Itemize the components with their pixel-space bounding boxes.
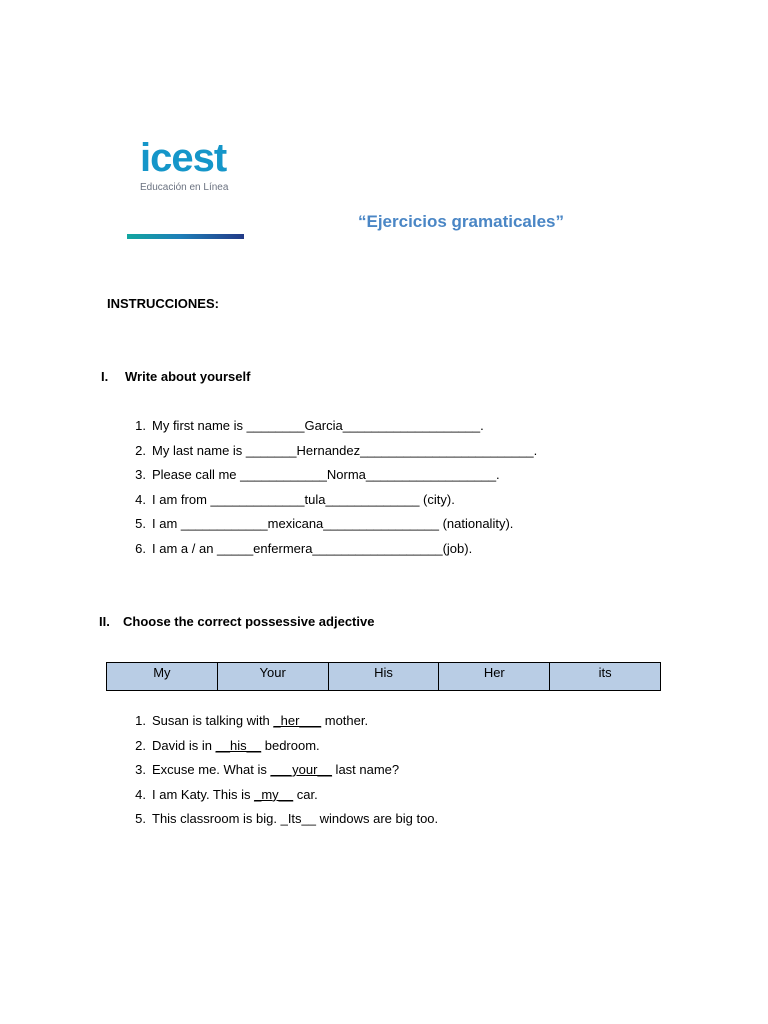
section-1-title: Write about yourself <box>125 369 251 384</box>
item-number: 1. <box>135 418 146 433</box>
item-text: I am a / an _____enfermera__________________(job). <box>152 540 473 556</box>
section-1-heading <box>101 369 250 384</box>
logo-wordmark: icest <box>140 136 227 180</box>
list-item <box>123 443 537 468</box>
item-text-after: car. <box>293 786 318 802</box>
worksheet-title: “Ejercicios gramaticales” <box>358 212 565 231</box>
list-item <box>123 492 537 517</box>
section-1-list <box>123 418 537 566</box>
item-text-before: This classroom is big. <box>152 811 281 827</box>
list-item <box>123 811 438 836</box>
list-item <box>123 738 438 763</box>
item-answer: _her___ <box>273 713 322 728</box>
table-cell: His <box>328 663 439 691</box>
item-number: 2. <box>135 737 146 753</box>
item-number: 5. <box>135 516 146 532</box>
list-item <box>123 516 537 541</box>
item-text-before: Susan is talking with <box>152 713 274 728</box>
table-cell: My <box>107 663 218 691</box>
section-2-number: II. <box>99 614 110 629</box>
item-text: Please call me ____________Norma__________________. <box>152 467 500 483</box>
section-1-number: I. <box>101 369 109 384</box>
item-number: 3. <box>135 762 146 778</box>
item-text: I am from _____________tula_____________ (city). <box>152 491 455 507</box>
item-number: 5. <box>135 811 146 827</box>
list-item <box>123 418 537 443</box>
table-cell: its <box>550 663 661 691</box>
table-row <box>107 663 661 691</box>
item-answer: _Its__ <box>280 811 317 827</box>
item-text-before: Excuse me. What is <box>152 762 271 778</box>
item-number: 4. <box>135 786 146 802</box>
item-text: My last name is _______Hernandez________________________. <box>152 442 538 458</box>
item-text-after: last name? <box>331 762 400 778</box>
logo-subtitle: Educación en Línea <box>140 182 229 193</box>
item-number: 4. <box>135 491 146 507</box>
list-item <box>123 713 438 738</box>
item-text: My first name is ________Garcia___________________. <box>152 418 484 433</box>
section-2-list <box>123 713 438 836</box>
list-item <box>123 467 537 492</box>
item-text-after: windows are big too. <box>316 811 439 827</box>
item-text: I am ____________mexicana________________ (nationality). <box>152 516 514 532</box>
list-item <box>123 541 537 566</box>
section-2-heading <box>99 614 374 629</box>
item-answer: __his__ <box>215 737 262 753</box>
instructions-label: INSTRUCCIONES: <box>107 296 219 311</box>
list-item <box>123 787 438 812</box>
item-text-after: mother. <box>321 713 369 728</box>
logo-underline-bar <box>127 234 244 239</box>
possessive-adjective-table <box>106 662 661 691</box>
icest-logo <box>140 138 250 194</box>
table-cell: Her <box>439 663 550 691</box>
item-answer: _my__ <box>254 786 294 802</box>
list-item <box>123 762 438 787</box>
section-2-title: Choose the correct possessive adjective <box>123 614 375 629</box>
item-number: 6. <box>135 540 146 556</box>
item-text-after: bedroom. <box>261 737 320 753</box>
item-number: 2. <box>135 442 146 458</box>
item-text-before: David is in <box>152 737 216 753</box>
item-number: 3. <box>135 467 146 483</box>
item-text-before: I am Katy. This is <box>152 786 255 802</box>
table-cell: Your <box>217 663 328 691</box>
item-answer: ___your__ <box>270 762 332 778</box>
item-number: 1. <box>135 713 146 728</box>
